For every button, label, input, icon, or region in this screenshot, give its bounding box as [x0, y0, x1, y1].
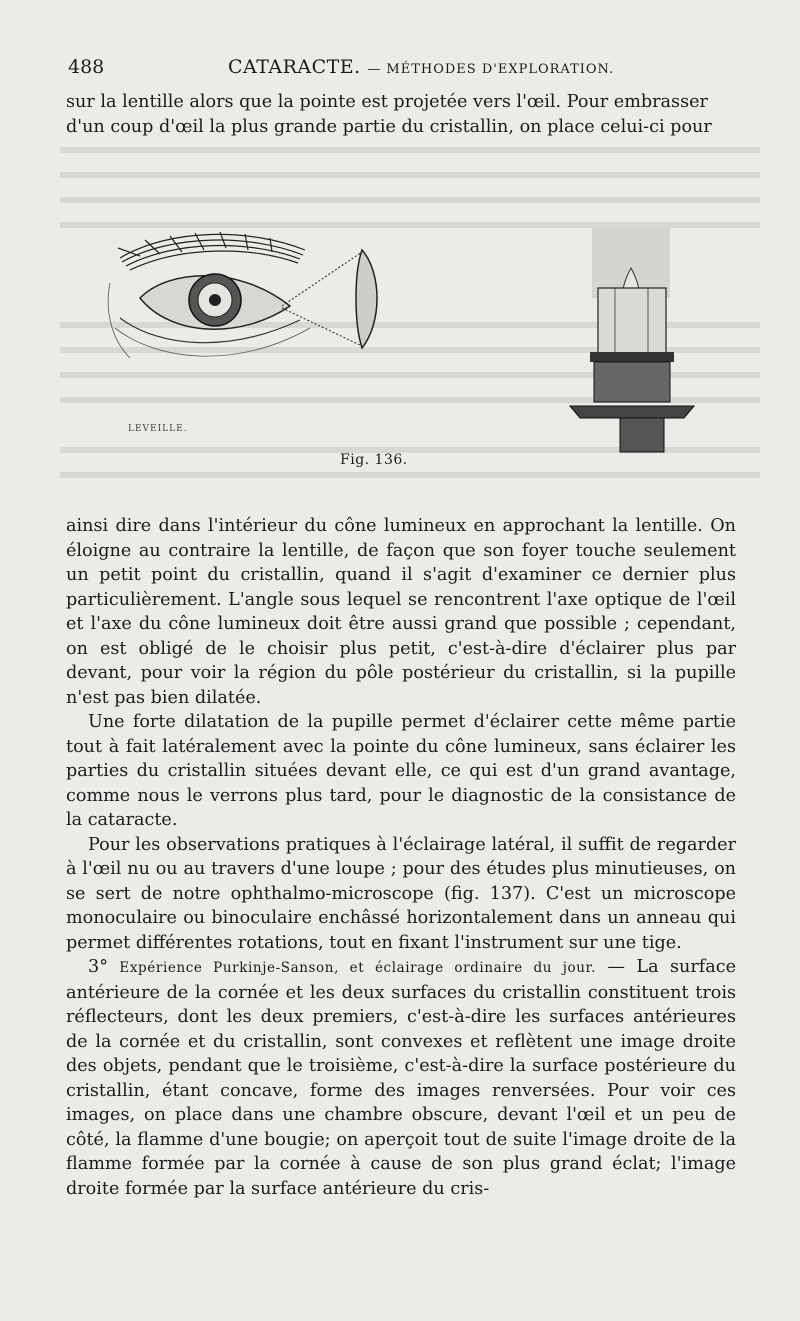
paragraph: ainsi dire dans l'intérieur du cône lumineux en approchant la lentille. On éloigne au contraire la lentille, de façon que son foyer touche seulement un petit point du cristallin, quand il s'agit d'examiner ce dernier plus particulièrement. L'angle sous lequel se rencontrent l'axe optique de l'œil et l'axe du cône lumineux doit être aussi grand que possible ; cependant, on est obligé de le choisir plus petit, c'est-à-dire d'éclairer plus par devant, pour voir la région du pôle postérieur du cristallin, si la pupille n'est pas bien dilatée.: [66, 516, 736, 708]
eye-illustration: [108, 274, 310, 358]
figure-illustration: [100, 228, 710, 476]
text-line: sur la lentille alors que la pointe est projetée vers l'œil. Pour embrasser: [66, 92, 708, 112]
running-title-main: CATARACTE.: [228, 56, 361, 78]
figure-caption: Fig. 136.: [340, 452, 408, 468]
candle-illustration: [570, 228, 694, 452]
page-number: 488: [68, 56, 105, 78]
eyebrow-illustration: [118, 232, 305, 270]
body-text: [66, 514, 736, 1201]
lens-illustration: [356, 250, 377, 348]
figure-136: [100, 228, 710, 476]
section-paragraph: [66, 955, 736, 1201]
text-line: d'un coup d'œil la plus grande partie du cristallin, on place celui-ci pour: [66, 116, 712, 137]
top-text: [66, 90, 736, 139]
paragraph: Une forte dilatation de la pupille permet d'éclairer cette même partie tout à fait latéralement avec la pointe du cône lumineux, sans éclairer les parties du cristallin situées devant elle, ce qui est d'un grand avantage, comme nous le verrons plus tard, pour le diagnostic de la consistance de la cataracte.: [66, 712, 736, 830]
running-title: [228, 56, 614, 78]
paragraph: Pour les observations pratiques à l'éclairage latéral, il suffit de regarder à l'œil nu ou au travers d'une loupe ; pour des études plus minutieuses, on se sert de notre ophthalmo-microscope (fig. 137). C'est un microscope monoculaire ou binoculaire enchâssé horizontalement dans un anneau qui permet différentes rotations, tout en fixant l'instrument sur une tige.: [66, 834, 736, 953]
engraver-signature: LEVEILLE.: [128, 424, 188, 434]
light-cone: [282, 252, 362, 346]
section-dash: —: [607, 957, 626, 977]
section-number: 3°: [88, 957, 108, 977]
section-text: La surface antérieure de la cornée et les deux surfaces du cristallin constituent trois réflecteurs, dont les deux premiers, c'est-à-dire les surfaces antérieures de la cornée et du cristallin, sont convexes et reflètent une image droite des objets, pendant que le troisième, c'est-à-dire la surface postérieure du cristallin, étant concave, forme des images renversées. Pour voir ces images, on place dans une chambre obscure, devant l'œil et un peu de côté, la flamme d'une bougie; on aperçoit tout de suite l'image droite de la flamme formée par la cornée à cause de son plus grand éclat; l'image droite formée par la surface antérieure du cris-: [66, 957, 737, 1199]
section-heading: Expérience Purkinje-Sanson, et éclairage ordinaire du jour.: [119, 960, 597, 976]
running-title-sub: — MÉTHODES D'EXPLORATION.: [367, 62, 615, 77]
running-header: [68, 56, 736, 82]
